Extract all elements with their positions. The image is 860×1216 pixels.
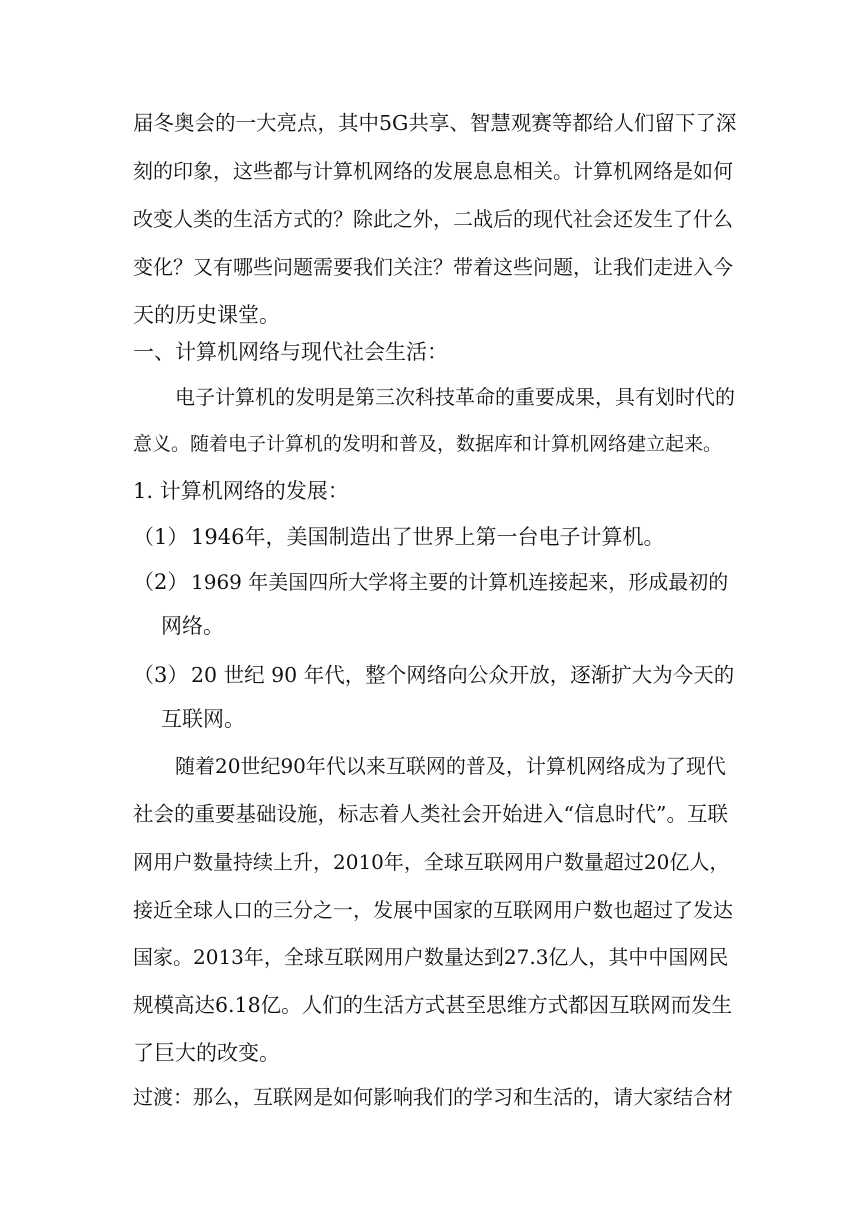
internet-para-line-5: 国家。2013年，全球互联网用户数量达到27.3亿人，其中中国网民 <box>133 945 729 969</box>
subheading: 1. 计算机网络的发展： <box>133 479 349 503</box>
transition-line: 过渡：那么，互联网是如何影响我们的学习和生活的，请大家结合材 <box>133 1085 733 1109</box>
section-para-line-2: 意义。随着电子计算机的发明和普及，数据库和计算机网络建立起来。 <box>133 433 723 455</box>
list-item-2-line-1: 1969 年美国四所大学将主要的计算机连接起来，形成最初的 <box>191 570 729 594</box>
list-item-1-number: （1） <box>133 525 189 549</box>
internet-para-line-4: 接近全球人口的三分之一，发展中国家的互联网用户数也超过了发达 <box>133 898 733 922</box>
list-item-1-line-1: 1946年，美国制造出了世界上第一台电子计算机。 <box>191 525 665 549</box>
internet-para-line-1: 随着20世纪90年代以来互联网的普及，计算机网络成为了现代 <box>175 754 726 778</box>
internet-para-line-3: 网用户数量持续上升，2010年，全球互联网用户数量超过20亿人， <box>133 850 730 874</box>
internet-para-line-2: 社会的重要基础设施，标志着人类社会开始进入“信息时代”。互联 <box>133 802 728 826</box>
list-item-3-line-1: 20 世纪 90 年代，整个网络向公众开放，逐渐扩大为今天的 <box>191 663 735 687</box>
intro-line-1: 届冬奥会的一大亮点，其中5G共享、智慧观赛等都给人们留下了深 <box>133 111 737 135</box>
section-heading: 一、计算机网络与现代社会生活： <box>133 340 448 364</box>
intro-line-3: 改变人类的生活方式的？除此之外，二战后的现代社会还发生了什么 <box>133 207 733 231</box>
list-item-2-line-2: 网络。 <box>161 614 224 638</box>
list-item-3-line-2: 互联网。 <box>161 707 245 731</box>
section-para-line-1: 电子计算机的发明是第三次科技革命的重要成果，具有划时代的 <box>175 385 735 409</box>
intro-line-5: 天的历史课堂。 <box>133 303 280 327</box>
internet-para-line-6: 规模高达6.18亿。人们的生活方式甚至思维方式都因互联网而发生 <box>133 993 733 1017</box>
list-item-3-number: （3） <box>133 663 189 687</box>
internet-para-line-7: 了巨大的改变。 <box>133 1041 280 1065</box>
intro-line-2: 刻的印象，这些都与计算机网络的发展息息相关。计算机网络是如何 <box>133 159 733 183</box>
intro-line-4: 变化？又有哪些问题需要我们关注？带着这些问题，让我们走进入今 <box>133 255 733 279</box>
list-item-2-number: （2） <box>133 570 189 594</box>
